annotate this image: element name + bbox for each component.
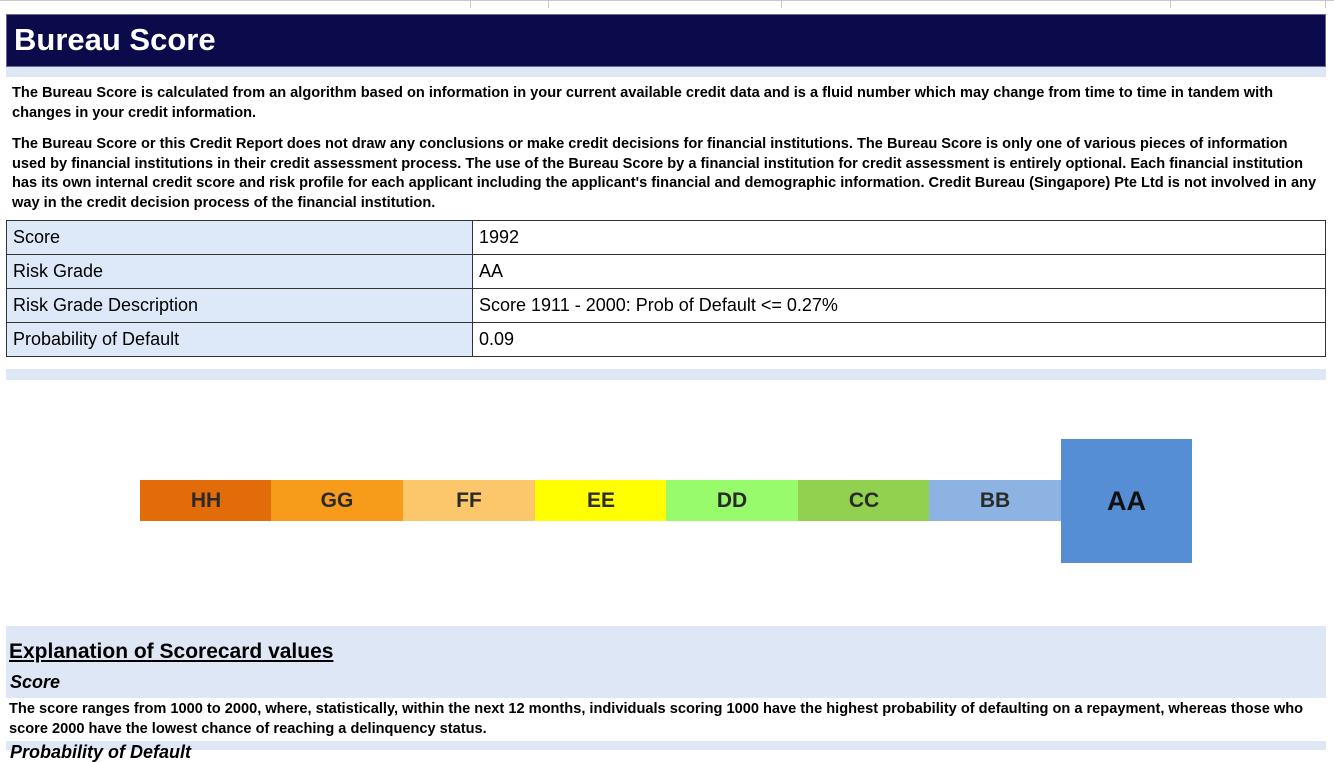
explanation-heading: Explanation of Scorecard values	[9, 640, 334, 663]
probability-of-default-subheading: Probability of Default	[10, 742, 192, 762]
score-subheading: Score	[10, 672, 61, 692]
grade-segment-dd: DD	[666, 480, 798, 521]
top-rule	[0, 0, 1334, 10]
risk-grade-value: AA	[473, 255, 1326, 289]
risk-grade-description-label: Risk Grade Description	[7, 289, 473, 323]
table-row	[7, 221, 1326, 255]
grade-segment-aa: AA	[1061, 439, 1192, 563]
next-section-band	[6, 741, 1326, 762]
probability-of-default-label: Probability of Default	[7, 323, 473, 357]
section-title-bar	[6, 14, 1326, 67]
separator-band	[6, 369, 1326, 380]
score-table	[6, 220, 1326, 357]
title-underband	[6, 67, 1326, 77]
grade-segment-ff: FF	[403, 480, 535, 521]
page-title: Bureau Score	[14, 22, 216, 57]
grade-segment-gg: GG	[271, 480, 403, 521]
intro-paragraph-2: The Bureau Score or this Credit Report does not draw any conclusions or make credit decisions for financial institutions. The Bureau Score is only one of various pieces of information used by financial institutions in their credit assessment process. The use of the Bureau Score by a financial institution for credit assessment is entirely optional. Each financial institution has its own internal credit score and risk profile for each applicant including the applicant's financial and demographic information. Credit Bureau (Singapore) Pte Ltd is not involved in any way in the credit decision process of the financial institution.	[12, 136, 1317, 212]
intro-paragraph-1: The Bureau Score is calculated from an algorithm based on information in your current available credit data and is a fluid number which may change from time to time in tandem with changes in your credit information.	[12, 85, 1273, 121]
grade-segment-cc: CC	[798, 480, 930, 521]
risk-grade-description-value: Score 1911 - 2000: Prob of Default <= 0.27%	[473, 289, 1326, 323]
table-row	[7, 323, 1326, 357]
grade-segment-ee: EE	[535, 480, 667, 521]
score-explanation-text: The score ranges from 1000 to 2000, where, statistically, within the next 12 months, individuals scoring 1000 have the highest probability of defaulting on a repayment, whereas those who score 2000 have the lowest chance of reaching a delinquency status.	[9, 701, 1304, 737]
risk-grade-label: Risk Grade	[7, 255, 473, 289]
probability-of-default-value: 0.09	[473, 323, 1326, 357]
grade-segment-bb: BB	[929, 480, 1061, 521]
table-row	[7, 289, 1326, 323]
score-value: 1992	[473, 221, 1326, 255]
table-row	[7, 255, 1326, 289]
grade-segment-hh: HH	[140, 480, 272, 521]
score-label: Score	[7, 221, 473, 255]
